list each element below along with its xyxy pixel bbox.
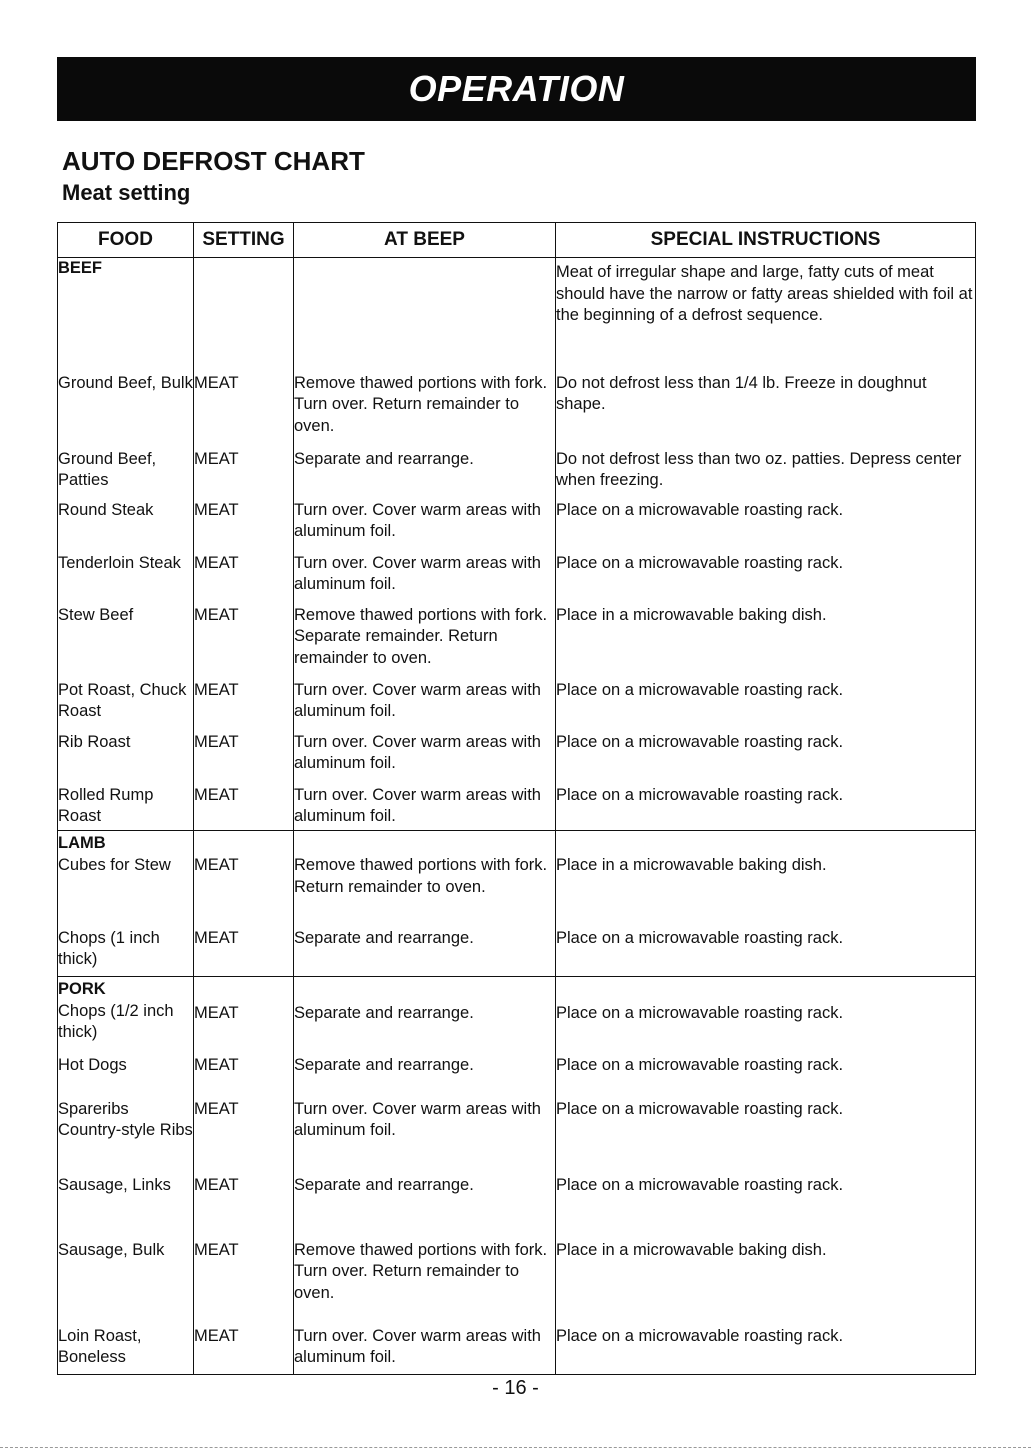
instructions-cell: Place on a microwavable roasting rack. xyxy=(556,1175,976,1240)
at-beep-cell: Separate and rearrange. xyxy=(294,449,556,500)
instructions-cell: Place on a microwavable roasting rack. xyxy=(556,500,976,553)
at-beep-cell: Remove thawed portions with fork. Turn over. Return remainder to oven. xyxy=(294,373,556,449)
instructions-cell: Place on a microwavable roasting rack. xyxy=(556,680,976,732)
instructions-cell: Place on a microwavable roasting rack. xyxy=(556,928,976,977)
setting-cell: MEAT xyxy=(194,831,294,928)
defrost-chart-table xyxy=(57,222,976,1375)
food-cell: Sausage, Bulk xyxy=(58,1240,194,1326)
setting-cell: MEAT xyxy=(194,1326,294,1375)
food-cell: Hot Dogs xyxy=(58,1055,194,1099)
table-row xyxy=(58,500,976,553)
setting-cell: MEAT xyxy=(194,500,294,553)
table-row xyxy=(58,449,976,500)
instructions-cell: Place on a microwavable roasting rack. xyxy=(556,1055,976,1099)
at-beep-cell: Separate and rearrange. xyxy=(294,928,556,977)
food-cell: Sausage, Links xyxy=(58,1175,194,1240)
food-cell: Stew Beef xyxy=(58,605,194,680)
table-row xyxy=(58,373,976,449)
at-beep-cell: Remove thawed portions with fork. Separate remainder. Return remainder to oven. xyxy=(294,605,556,680)
at-beep-cell: Turn over. Cover warm areas with aluminum foil. xyxy=(294,1326,556,1375)
table-body xyxy=(58,258,976,1375)
food-cell: Chops (1/2 inch thick) xyxy=(58,1001,174,1041)
table-row xyxy=(58,1175,976,1240)
table-row xyxy=(58,1099,976,1175)
setting-cell: MEAT xyxy=(194,680,294,732)
food-cell: Chops (1 inch thick) xyxy=(58,928,194,977)
instructions-cell: Do not defrost less than 1/4 lb. Freeze in doughnut shape. xyxy=(556,373,976,449)
food-cell: Ground Beef, Patties xyxy=(58,449,194,500)
at-beep-cell: Turn over. Cover warm areas with aluminum foil. xyxy=(294,1099,556,1175)
food-cell: Pot Roast, Chuck Roast xyxy=(58,680,194,732)
setting-cell: MEAT xyxy=(194,1099,294,1175)
column-header-setting: SETTING xyxy=(194,223,294,258)
food-cell: Cubes for Stew xyxy=(58,855,171,874)
at-beep-cell: Turn over. Cover warm areas with aluminum foil. xyxy=(294,680,556,732)
at-beep-cell: Turn over. Cover warm areas with aluminum foil. xyxy=(294,732,556,785)
setting-cell: MEAT xyxy=(194,732,294,785)
at-beep-cell: Turn over. Cover warm areas with aluminum foil. xyxy=(294,553,556,605)
table-row xyxy=(58,1055,976,1099)
table-header-row xyxy=(58,223,976,258)
table-row xyxy=(58,831,976,928)
column-header-special-instructions: SPECIAL INSTRUCTIONS xyxy=(556,223,976,258)
section-banner: OPERATION xyxy=(57,57,976,121)
instructions-cell: Place on a microwavable roasting rack. xyxy=(556,553,976,605)
at-beep-cell: Remove thawed portions with fork. Return remainder to oven. xyxy=(294,831,556,928)
setting-cell: MEAT xyxy=(194,373,294,449)
food-cell: Loin Roast, Boneless xyxy=(58,1326,194,1375)
setting-cell: MEAT xyxy=(194,928,294,977)
at-beep-cell: Remove thawed portions with fork. Turn over. Return remainder to oven. xyxy=(294,1240,556,1326)
at-beep-cell: Separate and rearrange. xyxy=(294,977,556,1055)
food-cell: Rolled Rump Roast xyxy=(58,785,194,831)
page-bottom-divider xyxy=(0,1447,1031,1448)
food-cell: Ground Beef, Bulk xyxy=(58,373,194,449)
instructions-cell: Place on a microwavable roasting rack. xyxy=(556,732,976,785)
setting-cell: MEAT xyxy=(194,1055,294,1099)
food-cell: Rib Roast xyxy=(58,732,194,785)
table-row xyxy=(58,785,976,831)
category-row-beef xyxy=(58,258,976,373)
at-beep-cell: Separate and rearrange. xyxy=(294,1055,556,1099)
instructions-cell: Do not defrost less than two oz. patties. Depress center when freezing. xyxy=(556,449,976,500)
at-beep-cell: Turn over. Cover warm areas with aluminum foil. xyxy=(294,785,556,831)
table-row xyxy=(58,1240,976,1326)
at-beep-cell: Turn over. Cover warm areas with aluminum foil. xyxy=(294,500,556,553)
page-title: AUTO DEFROST CHART xyxy=(62,146,365,176)
setting-cell: MEAT xyxy=(194,785,294,831)
instructions-cell: Place in a microwavable baking dish. xyxy=(556,1240,976,1326)
table-row xyxy=(58,977,976,1055)
food-cell: Spareribs Country-style Ribs xyxy=(58,1099,194,1175)
table-row xyxy=(58,732,976,785)
setting-cell: MEAT xyxy=(194,1175,294,1240)
instructions-cell: Place on a microwavable roasting rack. xyxy=(556,1326,976,1375)
instructions-cell: Place in a microwavable baking dish. xyxy=(556,831,976,928)
at-beep-cell: Separate and rearrange. xyxy=(294,1175,556,1240)
column-header-food: FOOD xyxy=(58,223,194,258)
table-row xyxy=(58,680,976,732)
instructions-cell: Place on a microwavable roasting rack. xyxy=(556,977,976,1055)
table-row xyxy=(58,1326,976,1375)
setting-cell: MEAT xyxy=(194,977,294,1055)
category-instruction-beef: Meat of irregular shape and large, fatty cuts of meat should have the narrow or fatty areas shielded with foil at the beginning of a defrost sequence. xyxy=(556,258,976,373)
category-label-pork: PORK xyxy=(58,980,106,998)
instructions-cell: Place on a microwavable roasting rack. xyxy=(556,785,976,831)
column-header-at-beep: AT BEEP xyxy=(294,223,556,258)
table-row xyxy=(58,605,976,680)
page-number: - 16 - xyxy=(492,1377,539,1399)
setting-cell: MEAT xyxy=(194,605,294,680)
setting-cell: MEAT xyxy=(194,1240,294,1326)
setting-cell: MEAT xyxy=(194,449,294,500)
category-label-beef: BEEF xyxy=(58,259,103,277)
food-cell: Tenderloin Steak xyxy=(58,553,194,605)
table-row xyxy=(58,928,976,977)
category-label-lamb: LAMB xyxy=(58,834,106,852)
instructions-cell: Place in a microwavable baking dish. xyxy=(556,605,976,680)
instructions-cell: Place on a microwavable roasting rack. xyxy=(556,1099,976,1175)
food-cell: Round Steak xyxy=(58,500,194,553)
table-row xyxy=(58,553,976,605)
page-subtitle: Meat setting xyxy=(62,180,191,205)
setting-cell: MEAT xyxy=(194,553,294,605)
